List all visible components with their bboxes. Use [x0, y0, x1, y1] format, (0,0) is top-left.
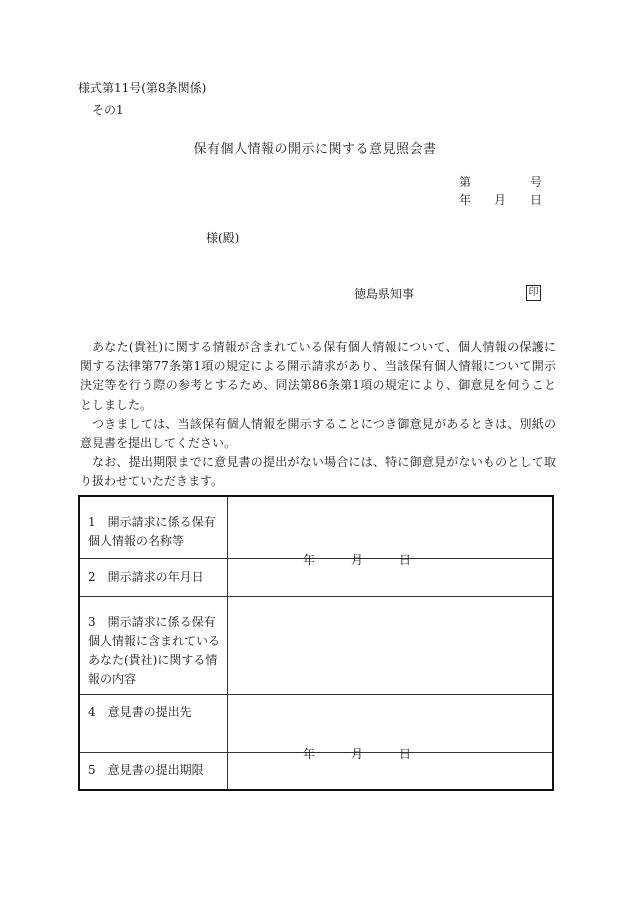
- form-number: 様式第11号(第8条関係): [78, 81, 207, 95]
- sub-number: その1: [92, 103, 124, 117]
- date-year-label: 年: [459, 193, 472, 207]
- document-title: 保有個人情報の開示に関する意見照会書: [193, 142, 437, 157]
- row5-month: 月: [351, 746, 364, 761]
- row2-label: 2 開示請求の年月日: [88, 569, 204, 584]
- date-month-label: 月: [494, 193, 507, 207]
- row4-label: 4 意見書の提出先: [88, 704, 192, 719]
- row3-value: [228, 596, 554, 694]
- table-row: [79, 752, 553, 790]
- body-text: [80, 338, 556, 492]
- table-row: [79, 496, 553, 558]
- date-day-label: 日: [530, 193, 543, 207]
- body-paragraph-1: あなた(貴社)に関する情報が含まれている保有個人情報について、個人情報の保護に関する法律第77条第1項の規定による開示請求があり、当該保有個人情報について開示決定等を行う際の参考とするため、同法第86条第1項の規定により、御意見を伺うこととしました。: [80, 340, 556, 412]
- row5-year: 年: [303, 746, 316, 761]
- body-paragraph-3: なお、提出期限までに意見書の提出がない場合には、特に御意見がないものとして取り扱わせていただきます。: [80, 455, 556, 489]
- reference-dai: 第: [459, 175, 472, 189]
- row5-value: [228, 746, 554, 790]
- body-paragraph-2: つきましては、当該保有個人情報を開示することにつき御意見があるときは、別紙の意見書を提出してください。: [80, 416, 556, 451]
- table-row: [79, 558, 553, 596]
- sender-name: 徳島県知事: [354, 287, 415, 301]
- info-table: [78, 495, 554, 791]
- row1-label: 1 開示請求に係る保有個人情報の名称等: [88, 515, 216, 548]
- row2-day: 日: [399, 552, 412, 567]
- seal-mark: 印: [526, 285, 541, 301]
- row5-day: 日: [399, 746, 412, 761]
- table-row: [79, 596, 553, 694]
- row2-year: 年: [303, 552, 316, 567]
- reference-go: 号: [530, 175, 543, 189]
- row4-value: [228, 694, 554, 752]
- row2-value: [228, 552, 554, 596]
- row2-month: 月: [351, 552, 364, 567]
- row3-label: 3 開示請求に係る保有個人情報に含まれているあなた(貴社)に関する情報の内容: [88, 614, 221, 686]
- row5-label: 5 意見書の提出期限: [88, 763, 204, 778]
- addressee: 様(殿): [206, 231, 240, 245]
- table-row: [79, 694, 553, 752]
- row1-value: [228, 496, 554, 558]
